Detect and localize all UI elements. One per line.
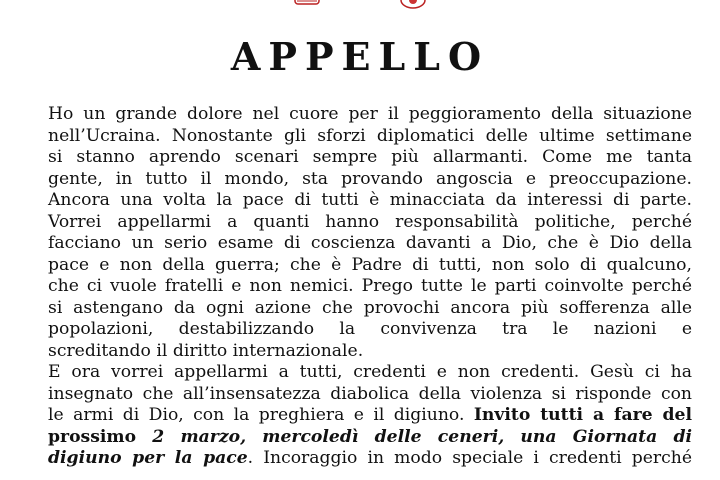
appeal-body-text xyxy=(48,104,692,470)
text-line xyxy=(48,405,692,427)
text-line: pace e non della guerra; che è Padre di tutti, non solo di qualcuno, xyxy=(48,254,692,275)
text-line xyxy=(48,427,692,449)
text-line xyxy=(48,448,692,470)
prossimo-bold-text: prossimo xyxy=(48,426,153,447)
coat-of-arms-right-icon xyxy=(398,0,428,12)
text-segment: . Incoraggio in modo speciale i credenti perché xyxy=(247,448,692,468)
text-line: si astengano da ogni azione che provochi ancora più sofferenza alle xyxy=(48,297,692,318)
text-line: Ancora una volta la pace di tutti è minacciata da interessi di parte. xyxy=(48,190,692,210)
text-line: si stanno aprendo scenari sempre più allarmanti. Come me tanta xyxy=(48,147,692,167)
header-emblems xyxy=(0,0,720,20)
text-line: Ho un grande dolore nel cuore per il peggioramento della situazione xyxy=(48,104,692,124)
text-line: popolazioni, destabilizzando la convivenza tra le nazioni e xyxy=(48,319,692,339)
text-line: E ora vorrei appellarmi a tutti, credenti e non credenti. Gesù ci ha xyxy=(48,362,692,382)
text-line: Vorrei appellarmi a quanti hanno responsabilità politiche, perché xyxy=(48,211,692,232)
fasting-emphasis-text: digiuno per la pace xyxy=(48,448,248,468)
date-emphasis-text: 2 marzo, mercoledì delle ceneri, una Giornata di xyxy=(152,426,692,447)
page-title: APPELLO xyxy=(230,34,490,79)
text-segment: le armi di Dio, con la preghiera e il digiuno. xyxy=(48,405,474,425)
text-line: facciano un serio esame di coscienza davanti a Dio, che è Dio della xyxy=(48,233,692,253)
text-line: screditando il diritto internazionale. xyxy=(48,340,364,361)
text-line: insegnato che all’insensatezza diabolica della violenza si risponde con xyxy=(48,383,692,404)
text-line: che ci vuole fratelli e non nemici. Prego tutte le parti coinvolte perché xyxy=(48,276,692,296)
invitation-bold-text: Invito tutti a fare del xyxy=(473,405,692,425)
text-line: nell’Ucraina. Nonostante gli sforzi diplomatici delle ultime settimane xyxy=(48,125,692,146)
coat-of-arms-left-icon xyxy=(292,0,322,12)
text-line: gente, in tutto il mondo, sta provando angoscia e preoccupazione. xyxy=(48,168,692,189)
